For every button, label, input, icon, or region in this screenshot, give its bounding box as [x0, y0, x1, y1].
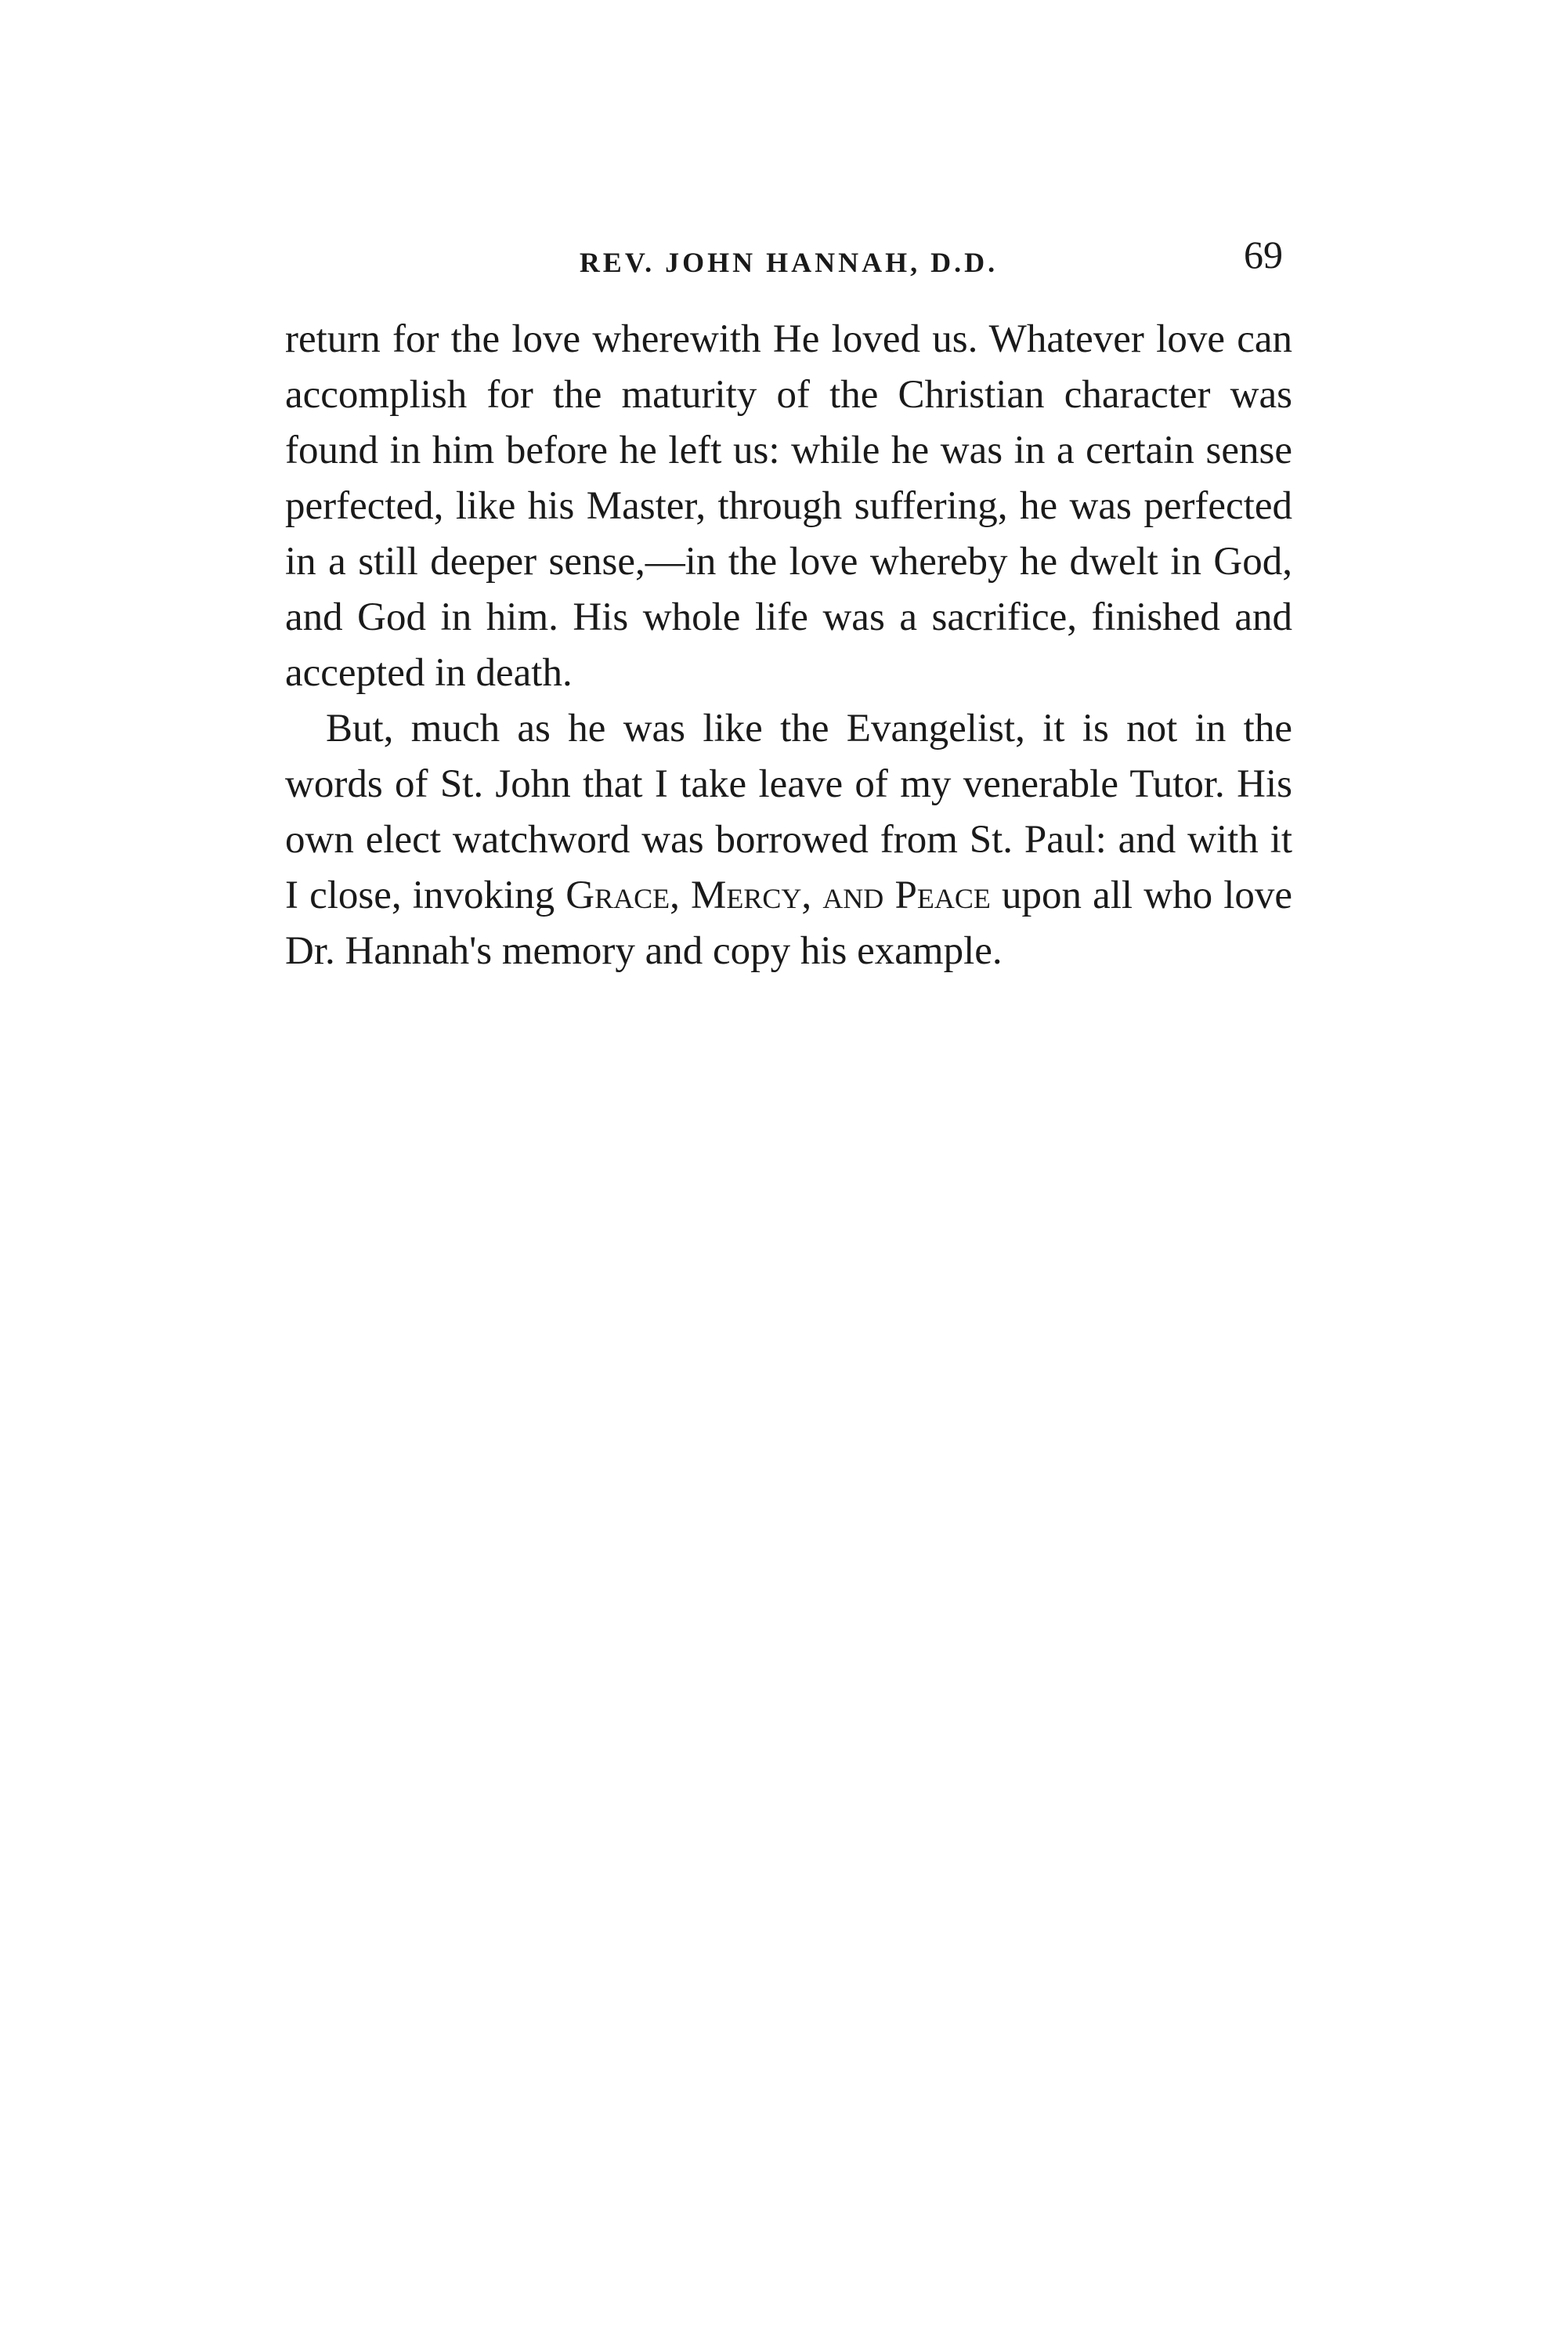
mercy-word: Mercy: [691, 873, 802, 917]
separator: [883, 873, 894, 917]
running-head: [284, 232, 1294, 287]
separator: ,: [801, 873, 823, 917]
paragraph-2-text-end: upon all who love Dr. Hannah's memory and copy his example.: [285, 873, 1293, 973]
peace-word: Peace: [894, 873, 991, 917]
grace-word: Grace: [565, 873, 670, 917]
running-title: REV. JOHN HANNAH, D.D.: [579, 247, 999, 278]
paragraph-2: [285, 701, 1292, 979]
paragraph-2-text-start: But, much as he was like the Evangelist, it is not in the words of St. John that I take leave of my venerable Tutor. His own elect watchword was borrowed from St. Paul: and with it I close, invoking: [285, 707, 1292, 917]
separator: ,: [670, 873, 692, 917]
page-number: 69: [1244, 233, 1283, 277]
and-word: and: [822, 873, 884, 917]
text-block: [285, 312, 1292, 979]
paragraph-1: return for the love wherewith He loved us. Whatever love can accomplish for the maturity of the Christian character was found in him before he left us: while he was in a certain sense perfected, like his Master, through suffering, he was perfected in a still deeper sense,—in the love whereby he dwelt in God, and God in him. His whole life was a sacrifice, finished and accepted in death.: [285, 317, 1292, 695]
